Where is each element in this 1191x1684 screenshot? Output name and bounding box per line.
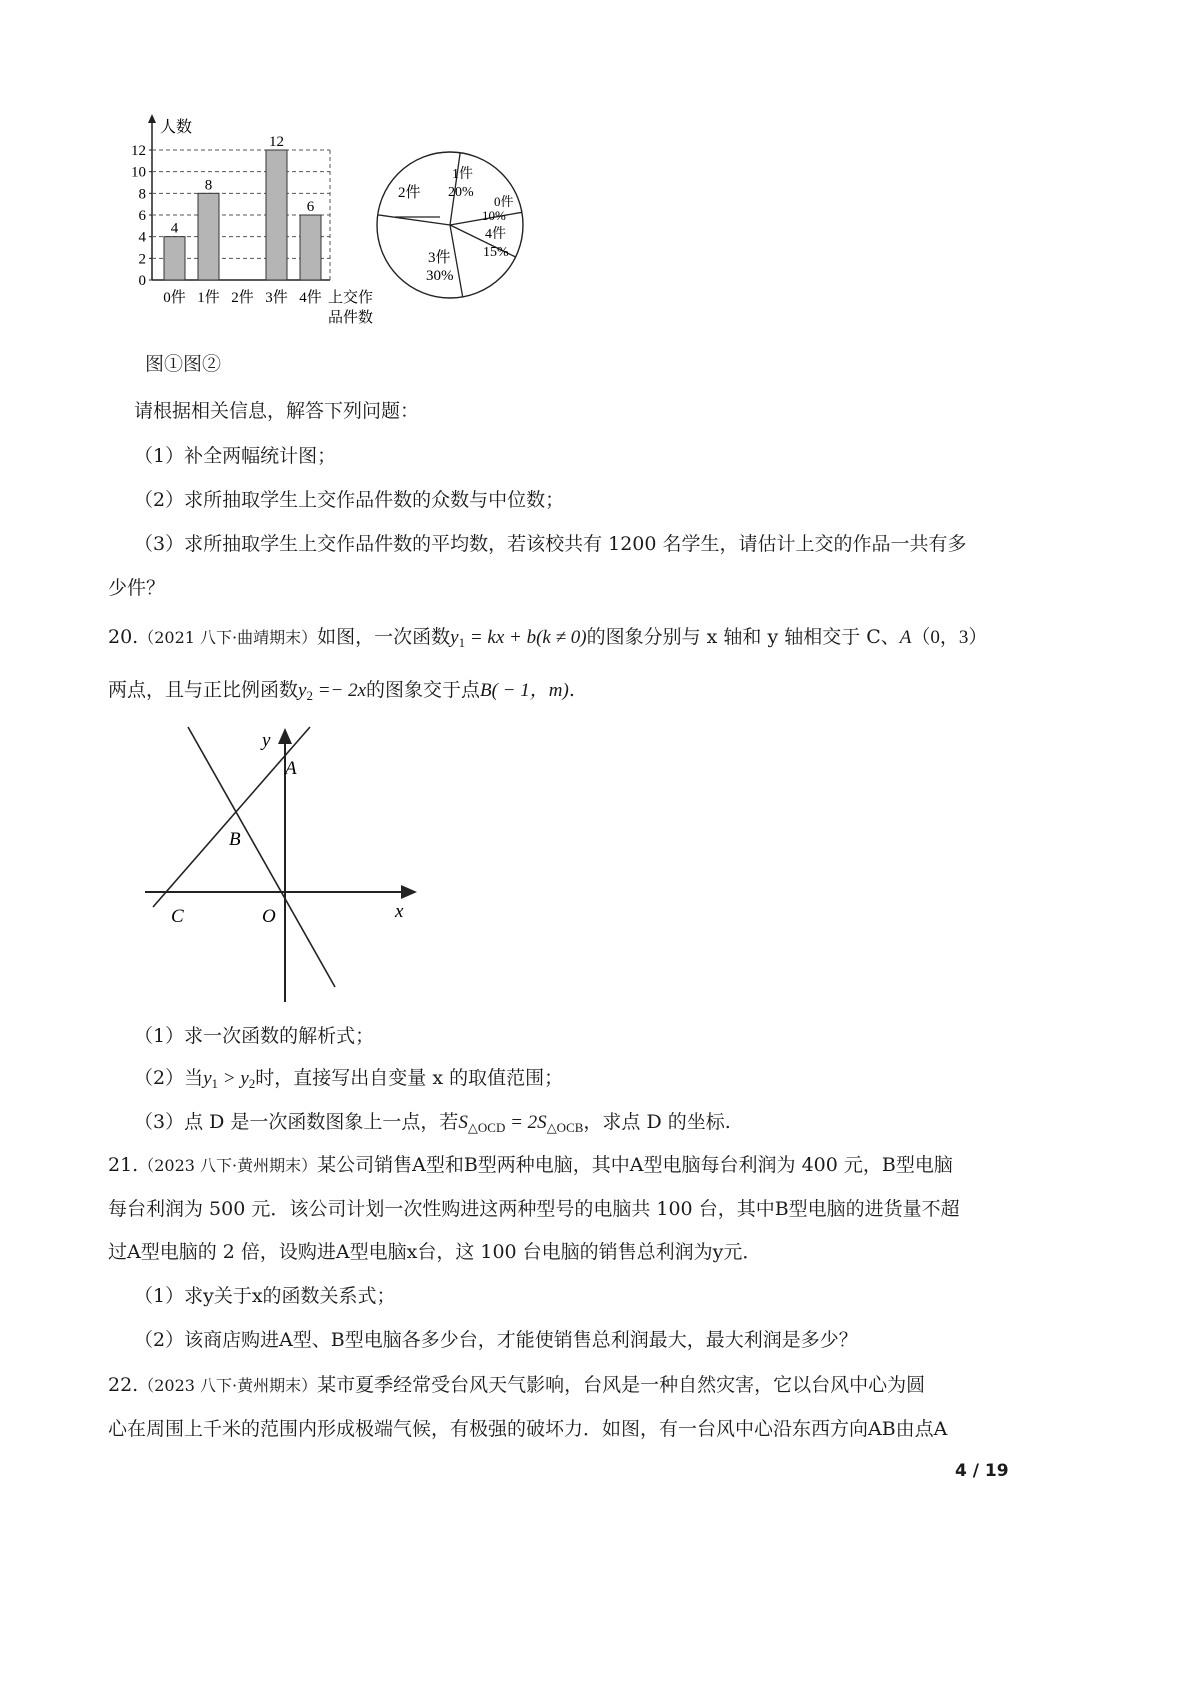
q20-part3-a: （3）点 D 是一次函数图象上一点，若 — [134, 1111, 459, 1133]
q21-part2: （2）该商店购进A型、B型电脑各多少台，才能使销售总利润最大，最大利润是多少？ — [134, 1329, 858, 1351]
q20-source: （2021 八下·曲靖期末） — [138, 628, 318, 647]
y-tick-label: 4 — [138, 229, 146, 246]
page-number: 4 / 19 — [955, 1461, 1009, 1481]
pie-label-2: 2件 — [398, 185, 421, 201]
bar — [198, 193, 219, 280]
q19-intro: 请根据相关信息，解答下列问题： — [134, 400, 420, 422]
q20-function-y2: $y_2 =- 2x$ — [298, 680, 367, 703]
bar-value-label: 12 — [269, 134, 284, 150]
bar — [266, 150, 287, 280]
label-c: C — [171, 906, 184, 927]
q22-number: 22. — [108, 1374, 139, 1396]
x-category-label: 4件 — [299, 290, 322, 306]
label-x: x — [395, 901, 404, 922]
q21-line1 — [108, 1150, 953, 1177]
q20-line2 — [108, 675, 575, 704]
q20-text2: 的图象分别与 x 轴和 y 轴相交于 C、 — [586, 626, 900, 648]
line-y1 — [153, 727, 310, 907]
pie-chart — [370, 145, 530, 305]
coordinate-figure — [125, 722, 425, 1007]
q21-part1: （1）求y关于x的函数关系式； — [134, 1285, 396, 1307]
x-axis-arrow — [401, 885, 417, 899]
x-axis-label-1: 上交作 — [328, 290, 374, 306]
pie-divider — [378, 215, 450, 225]
q20-point-b: B( − 1，m) — [480, 680, 569, 701]
pie-label-4-pct: 15% — [483, 245, 509, 260]
pie-label-0: 0件 — [494, 194, 514, 209]
bar-value-label: 6 — [306, 199, 315, 215]
x-axis-label-2: 品件数 — [328, 310, 374, 326]
q20-point-a-coords: （0，3） — [911, 627, 988, 648]
y-tick-label: 8 — [138, 186, 146, 203]
label-o: O — [262, 906, 276, 927]
q20-part2 — [134, 1063, 563, 1092]
q20-line2-a: 两点，且与正比例函数 — [108, 679, 299, 701]
pie-label-3-pct: 30% — [426, 268, 454, 284]
label-y: y — [262, 730, 271, 751]
label-a: A — [285, 758, 297, 779]
q20-line2-b: 的图象交于点 — [366, 679, 481, 701]
q20-part2-b: 时，直接写出自变量 x 的取值范围； — [255, 1067, 564, 1089]
q20-period: . — [568, 679, 575, 701]
q20-part1: （1）求一次函数的解析式； — [134, 1025, 375, 1047]
x-category-label: 1件 — [197, 290, 220, 306]
q20-function-y1: $y_1$ = kx + b(k ≠ 0) — [450, 627, 587, 650]
q20-text1: 如图，一次函数 — [317, 626, 451, 648]
q19-part1: （1）补全两幅统计图； — [134, 445, 337, 467]
bar — [300, 215, 321, 280]
q21-text1: 某公司销售A型和B型两种电脑，其中A型电脑每台利润为 400 元，B型电脑 — [317, 1154, 953, 1176]
q22-source: （2023 八下·黄州期末） — [138, 1376, 318, 1395]
q19-part3-line2: 少件？ — [108, 577, 166, 599]
bar-chart — [120, 110, 390, 340]
q20-part2-a: （2）当 — [134, 1067, 204, 1089]
pie-label-0-pct: 10% — [482, 208, 506, 223]
pie-label-1-pct: 20% — [448, 185, 474, 200]
q21-line2: 每台利润为 500 元．该公司计划一次性购进这两种型号的电脑共 100 台，其中B型电脑的进货量不超 — [108, 1198, 960, 1220]
pie-divider — [450, 225, 463, 297]
q20-inequality: $y_1 > y_2$ — [203, 1068, 256, 1091]
pie-label-1: 1件 — [452, 167, 473, 182]
q21-source: （2023 八下·黄州期末） — [138, 1156, 318, 1175]
q20-part3 — [134, 1107, 731, 1136]
x-category-label: 2件 — [231, 290, 254, 306]
q22-line2: 心在周围上千米的范围内形成极端气候，有极强的破坏力．如图，有一台风中心沿东西方向AB由点A — [108, 1418, 948, 1440]
line-y2 — [188, 727, 335, 987]
y-tick-label: 10 — [131, 164, 146, 181]
y-axis-arrow — [278, 728, 292, 744]
bar-value-label: 4 — [170, 220, 179, 237]
bar-value-label: 8 — [204, 177, 213, 194]
q20-point-a: A — [899, 627, 912, 648]
figure-caption: 图①图② — [145, 353, 222, 375]
y-tick-label: 12 — [131, 143, 146, 159]
q19-part3-line1: （3）求所抽取学生上交作品件数的平均数，若该校共有 1200 名学生，请估计上交的作品一共有多 — [134, 533, 967, 555]
bar — [164, 237, 185, 280]
q19-part2: （2）求所抽取学生上交作品件数的众数与中位数； — [134, 489, 565, 511]
y-tick-label: 2 — [138, 251, 146, 268]
q20-area-equation: $S_{\triangle OCD} = 2S_{\triangle OCB}$ — [458, 1112, 584, 1135]
q22-text1: 某市夏季经常受台风天气影响，台风是一种自然灾害，它以台风中心为圆 — [317, 1374, 926, 1396]
x-category-label: 3件 — [265, 290, 288, 306]
q22-line1 — [108, 1370, 925, 1397]
q20-part3-b: ，求点 D 的坐标. — [583, 1111, 731, 1133]
label-b: B — [229, 829, 241, 850]
y-axis-label: 人数 — [160, 119, 193, 136]
q20-line1 — [108, 622, 987, 651]
pie-label-4: 4件 — [485, 227, 506, 242]
q20-number: 20. — [108, 626, 139, 648]
q21-line3: 过A型电脑的 2 倍，设购进A型电脑x台，这 100 台电脑的销售总利润为y元． — [108, 1241, 762, 1263]
y-axis-arrow — [148, 114, 156, 123]
q21-number: 21. — [108, 1154, 139, 1176]
x-category-label: 0件 — [163, 290, 186, 306]
y-tick-label: 6 — [138, 208, 146, 224]
y-tick-label: 0 — [138, 273, 146, 289]
pie-label-3: 3件 — [428, 250, 451, 266]
